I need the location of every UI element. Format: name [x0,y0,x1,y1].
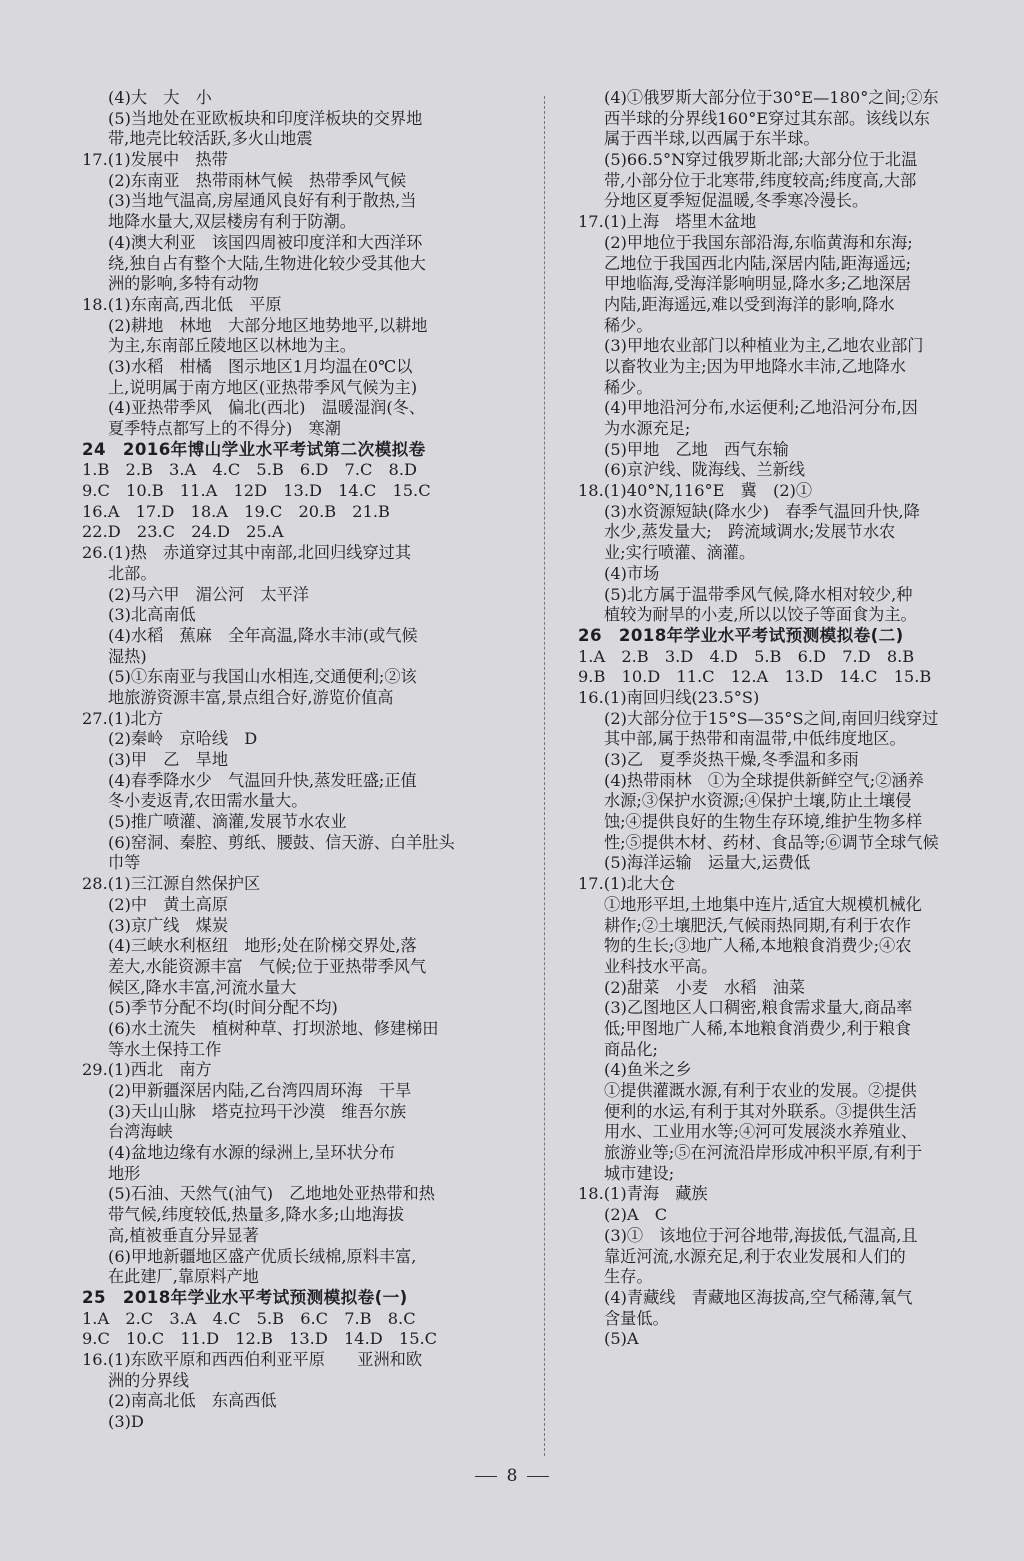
answer-line: 18.(1)东南高,西北低 平原 [82,294,282,314]
answer-line: (5)海洋运输 运量大,运费低 [604,853,811,873]
answer-line: (2)A C [604,1205,668,1225]
answer-line: 蚀;④提供良好的生物生存环境,维护生物多样 [604,812,923,832]
answer-line: (4)甲地沿河分布,水运便利;乙地沿河分布,因 [604,398,918,418]
answer-line: (5)当地处在亚欧板块和印度洋板块的交界地 [108,108,423,128]
answer-line: 9.C 10.B 11.A 12D 13.D 14.C 15.C [82,481,431,501]
answer-line: (2)甜菜 小麦 水稻 油菜 [604,977,805,997]
answer-line: ①地形平坦,土地集中连片,适宜大规模机械化 [604,894,922,914]
answer-line: 性;⑤提供木材、药材、食品等;⑥调节全球气候 [604,832,939,852]
section-heading: 25 2018年学业水平考试预测模拟卷(一) [82,1287,408,1307]
answer-line: 带气候,纬度较低,热量多,降水多;山地海拔 [108,1205,405,1225]
answer-line: (2)马六甲 湄公河 太平洋 [108,584,309,604]
answer-line: 为主,东南部丘陵地区以林地为主。 [108,336,356,356]
answer-line: 17.(1)发展中 热带 [82,150,228,170]
answer-line: 1.A 2.B 3.D 4.D 5.B 6.D 7.D 8.B [578,646,915,666]
answer-line: 属于西半球,以西属于东半球。 [604,129,820,149]
answer-line: (2)甲地位于我国东部沿海,东临黄海和东海; [604,232,913,252]
answer-line: 高,植被垂直分异显著 [108,1225,259,1245]
answer-line: (6)水土流失 植树种草、打坝淤地、修建梯田 [108,1018,439,1038]
answer-line: 低;甲图地广人稀,本地粮食消费少,利于粮食 [604,1018,912,1038]
answer-line: 业科技水平高。 [604,956,718,976]
answer-line: (3)乙图地区人口稠密,粮食需求量大,商品率 [604,998,913,1018]
answer-line: 用水、工业用水等;④河可发展淡水养殖业、 [604,1122,918,1142]
answer-line: 17.(1)上海 塔里木盆地 [578,212,757,232]
answer-line: 城市建设; [604,1163,675,1183]
answer-line: 16.(1)东欧平原和西西伯利亚平原 亚洲和欧 [82,1349,423,1369]
answer-line: (2)秦岭 京哈线 D [108,729,258,749]
answer-line: (5)①东南亚与我国山水相连,交通便利;②该 [108,667,417,687]
answer-line: (3)甲 乙 旱地 [108,750,229,769]
answer-line: 北部。 [108,563,157,583]
answer-line: (6)甲地新疆地区盛产优质长绒棉,原料丰富, [108,1246,417,1266]
answer-line: 1.B 2.B 3.A 4.C 5.B 6.D 7.C 8.D [82,460,417,480]
answer-line: 17.(1)北大仓 [578,874,676,894]
answer-line: 水少,蒸发量大; 跨流域调水;发展节水农 [604,522,896,542]
answer-line: (5)推广喷灌、滴灌,发展节水农业 [108,812,347,832]
answer-line: 旅游业等;⑤在河流沿岸形成冲积平原,有利于 [604,1143,923,1163]
answer-line: (2)中 黄土高原 [108,894,229,914]
answer-line: 候区,降水丰富,河流水量大 [108,977,297,997]
answer-line: (3)乙 夏季炎热干燥,冬季温和多雨 [604,750,859,769]
answer-line: (6)窑洞、秦腔、剪纸、腰鼓、信天游、白羊肚头 [108,832,455,852]
answer-line: 29.(1)西北 南方 [82,1060,212,1080]
answer-line: 带,小部分位于北寒带,纬度较高;纬度高,大部 [604,170,917,190]
answer-line: (5)A [604,1329,639,1349]
answer-line: (2)耕地 林地 大部分地区地势地平,以耕地 [108,315,428,335]
answer-line: 为水源充足; [604,419,691,438]
answer-line: (3)当地气温高,房屋通风良好有利于散热,当 [108,191,417,211]
answer-line: 甲地临海,受海洋影响明显,降水多;乙地深居 [604,274,912,294]
answer-line: 西半球的分界线160°E穿过其东部。该线以东 [604,108,930,128]
answer-line: (4)市场 [604,563,660,583]
answer-line: (2)南高北低 东高西低 [108,1391,277,1411]
answer-line: (3)北高南低 [108,605,196,625]
answer-line: 地旅游资源丰富,景点组合好,游览价值高 [108,687,394,707]
answer-line: 9.C 10.C 11.D 12.B 13.D 14.D 15.C [82,1329,438,1349]
answer-line: (3)京广线 煤炭 [108,915,229,935]
answer-line: (4)亚热带季风 偏北(西北) 温暖湿润(冬、 [108,398,426,418]
answer-line: (4)三峡水利枢纽 地形;处在阶梯交界处,落 [108,936,417,956]
answer-line: (2)甲新疆深居内陆,乙台湾四周环海 干旱 [108,1081,412,1100]
answer-line: (4)青藏线 青藏地区海拔高,空气稀薄,氧气 [604,1287,913,1307]
answer-line: 地形 [108,1163,141,1183]
answer-line: 差大,水能资源丰富 气候;位于亚热带季风气 [108,956,427,976]
answer-line: 28.(1)三江源自然保护区 [82,874,261,894]
answer-line: (3)① 该地位于河谷地带,海拔低,气温高,且 [604,1225,918,1245]
answer-line: (5)石油、天然气(油气) 乙地地处亚热带和热 [108,1184,435,1204]
answer-line: (3)天山山脉 塔克拉玛干沙漠 维吾尔族 [108,1101,407,1121]
answer-line: 冬小麦返青,农田需水量大。 [108,791,308,811]
answer-line: 在此建厂,靠原料产地 [108,1267,259,1287]
answer-line: 稀少。 [604,315,653,335]
answer-line: 湿热) [108,646,147,666]
answer-line: (4)水稻 蕉麻 全年高温,降水丰沛(或气候 [108,625,418,645]
answer-line: 植较为耐旱的小麦,所以以饺子等面食为主。 [604,605,917,625]
answer-line: (6)京沪线、陇海线、兰新线 [604,460,805,480]
answer-line: 分地区夏季短促温暖,冬季寒冷漫长。 [604,191,869,211]
answer-line: 内陆,距海遥远,难以受到海洋的影响,降水 [604,294,895,314]
answer-line: (4)大 大 小 [108,88,212,107]
answer-line: (5)季节分配不均(时间分配不均) [108,998,338,1018]
answer-line: 26.(1)热 赤道穿过其中南部,北回归线穿过其 [82,543,412,563]
answer-line: (5)甲地 乙地 西气东输 [604,439,789,459]
right-column [578,88,1003,1350]
answer-line: 洲的影响,多特有动物 [108,274,259,294]
footer-dash-right [527,1476,549,1477]
answer-line: (3)甲地农业部门以种植业为主,乙地农业部门 [604,336,924,356]
answer-line: 以畜牧业为主;因为甲地降水丰沛,乙地降水 [604,356,906,376]
answer-line: 台湾海峡 [108,1122,173,1142]
answer-line: (3)水资源短缺(降水少) 春季气温回升快,降 [604,501,920,521]
answer-line: 靠近河流,水源充足,利于农业发展和人们的 [604,1246,906,1266]
answer-line: ①提供灌溉水源,有利于农业的发展。②提供 [604,1081,917,1100]
answer-line: 16.(1)南回归线(23.5°S) [578,687,760,707]
answer-line: 便利的水运,有利于其对外联系。③提供生活 [604,1101,917,1121]
page-number: 8 [506,1466,518,1486]
answer-line: (3)D [108,1412,144,1431]
answer-line: 乙地位于我国西北内陆,深居内陆,距海遥远; [604,253,912,273]
answer-line: 其中部,属于热带和南温带,中低纬度地区。 [604,729,906,749]
answer-line: 18.(1)青海 藏族 [578,1184,708,1204]
answer-line: 1.A 2.C 3.A 4.C 5.B 6.C 7.B 8.C [82,1308,416,1328]
answer-line: 上,说明属于南方地区(亚热带季风气候为主) [108,377,418,397]
answer-line: 物的生长;③地广人稀,本地粮食消费少;④农 [604,936,912,956]
answer-line: 商品化; [604,1039,659,1059]
answer-line: (4)①俄罗斯大部分位于30°E—180°之间;②东 [604,88,939,107]
answer-line: 夏季特点都写上的不得分) 寒潮 [108,419,341,438]
answer-line: (3)水稻 柑橘 图示地区1月均温在0℃以 [108,356,413,376]
answer-line: 耕作;②土壤肥沃,气候雨热同期,有利于农作 [604,915,912,935]
footer-dash-left [475,1476,497,1477]
answer-line: 水源;③保护水资源;④保护土壤,防止土壤侵 [604,791,912,811]
column-divider [544,96,545,1456]
answer-line: 生存。 [604,1267,653,1287]
answer-line: (4)春季降水少 气温回升快,蒸发旺盛;正值 [108,770,417,790]
left-column [82,88,532,1433]
answer-line: 业;实行喷灌、滴灌。 [604,543,756,563]
answer-line: (2)东南亚 热带雨林气候 热带季风气候 [108,170,407,190]
answer-line: 含量低。 [604,1308,669,1328]
answer-line: 稀少。 [604,377,653,397]
answer-line: 等水土保持工作 [108,1039,222,1059]
answer-line: 带,地壳比较活跃,多火山地震 [108,129,313,149]
section-heading: 26 2018年学业水平考试预测模拟卷(二) [578,625,904,645]
section-heading: 24 2016年博山学业水平考试第二次模拟卷 [82,439,426,459]
answer-line: (5)北方属于温带季风气候,降水相对较少,种 [604,584,913,604]
answer-line: (4)澳大利亚 该国四周被印度洋和大西洋环 [108,232,423,252]
answer-line: 18.(1)40°N,116°E 冀 (2)① [578,481,813,501]
answer-line: 16.A 17.D 18.A 19.C 20.B 21.B [82,501,390,521]
answer-line: (4)鱼米之乡 [604,1060,692,1080]
answer-line: 22.D 23.C 24.D 25.A [82,522,284,542]
answer-line: (4)热带雨林 ①为全球提供新鲜空气;②涵养 [604,770,924,790]
answer-line: 27.(1)北方 [82,708,164,728]
answer-line: (2)大部分位于15°S—35°S之间,南回归线穿过 [604,708,939,728]
answer-line: 地降水量大,双层楼房有利于防潮。 [108,212,356,232]
answer-line: (5)66.5°N穿过俄罗斯北部;大部分位于北温 [604,150,918,170]
page-footer [0,1466,1024,1486]
answer-line: 绕,独自占有整个大陆,生物进化较少受其他大 [108,253,426,273]
answer-line: (4)盆地边缘有水源的绿洲上,呈环状分布 [108,1143,396,1163]
answer-line: 洲的分界线 [108,1370,189,1390]
answer-line: 巾等 [108,853,141,873]
answer-line: 9.B 10.D 11.C 12.A 13.D 14.C 15.B [578,667,932,687]
